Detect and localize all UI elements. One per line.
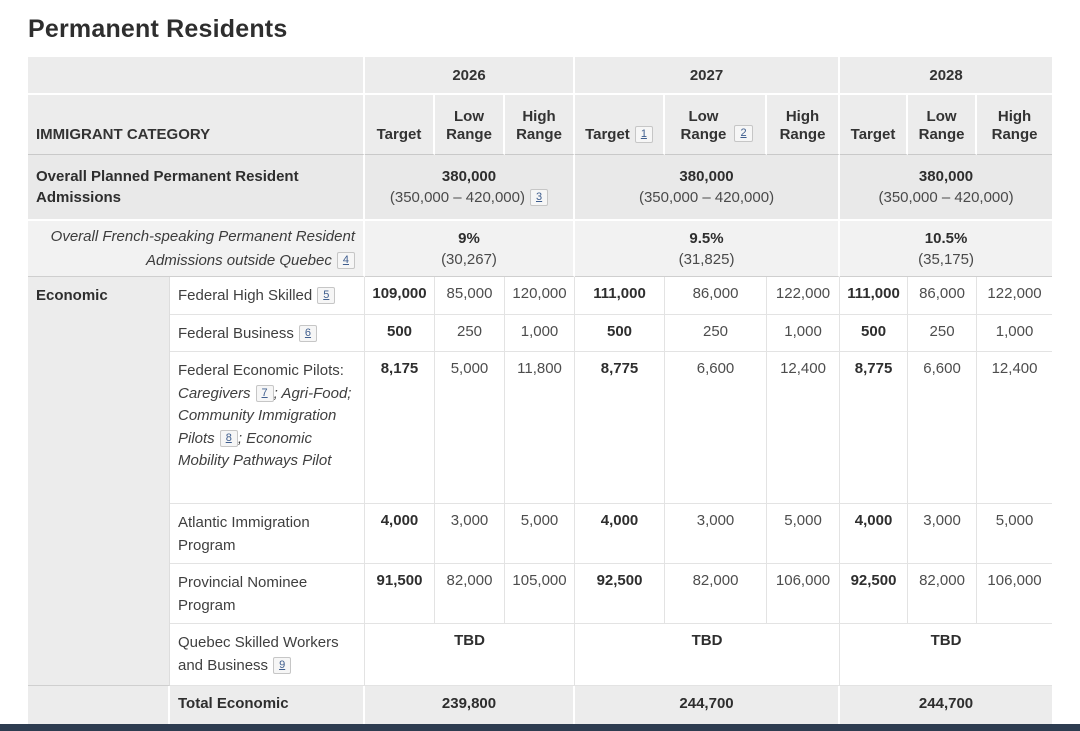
header-target-2028 xyxy=(840,95,908,155)
footnote-link-4[interactable]: 4 xyxy=(337,252,355,269)
program-label-cell xyxy=(170,277,365,315)
tbd-2028-cell: TBD xyxy=(840,624,1052,686)
low-range-label: Low Range xyxy=(446,107,492,144)
value-cell: 500 xyxy=(840,315,908,353)
economic-group-cell xyxy=(28,277,170,686)
value-cell: 4,000 xyxy=(840,504,908,564)
table-row-quebec-skilled-workers xyxy=(28,624,1052,686)
value-cell: 5,000 xyxy=(767,504,840,564)
french-2026-percent: 9% xyxy=(458,229,480,247)
program-label: Atlantic Immigration Program xyxy=(178,514,310,554)
value-cell: 500 xyxy=(365,315,435,353)
value-cell: 12,400 xyxy=(977,352,1052,504)
target-label: Target xyxy=(585,126,630,143)
immigrant-category-label: IMMIGRANT CATEGORY xyxy=(36,126,211,144)
program-label-italic: ; Economic Mobility Pathways Pilot xyxy=(178,429,332,469)
year-label: 2027 xyxy=(689,66,724,84)
value-cell: 5,000 xyxy=(505,504,575,564)
footnote-link-6[interactable]: 6 xyxy=(299,325,317,342)
tbd-2027-cell: TBD xyxy=(575,624,840,686)
overall-admissions-row xyxy=(28,155,1052,221)
program-label-cell xyxy=(170,352,365,504)
program-label-italic: ; Agri-Food; Community Immigration Pilots xyxy=(178,384,352,447)
value-cell: 1,000 xyxy=(977,315,1052,353)
year-header-2028 xyxy=(840,57,1052,95)
header-high-2026 xyxy=(505,95,575,155)
value-cell: 82,000 xyxy=(435,564,505,624)
footnote-link-3[interactable]: 3 xyxy=(530,189,548,206)
total-economic-label: Total Economic xyxy=(178,695,289,712)
header-low-2026 xyxy=(435,95,505,155)
value-cell: 1,000 xyxy=(505,315,575,353)
footnote-link-1[interactable]: 1 xyxy=(635,126,653,143)
value-cell: 82,000 xyxy=(665,564,767,624)
overall-2026-cell xyxy=(365,155,575,221)
value-cell: 8,775 xyxy=(840,352,908,504)
value-cell: 250 xyxy=(908,315,977,353)
program-label: Provincial Nominee Program xyxy=(178,574,308,614)
french-2027-percent: 9.5% xyxy=(689,229,724,247)
immigrant-category-header xyxy=(28,95,365,155)
low-range-label: Low Range xyxy=(680,107,727,144)
french-2028-count: (35,175) xyxy=(918,250,974,268)
page-title: Permanent Residents xyxy=(28,15,288,43)
program-label-cell xyxy=(170,504,365,564)
high-range-label: High Range xyxy=(779,107,826,144)
value-cell: 106,000 xyxy=(767,564,840,624)
french-2028-cell xyxy=(840,221,1052,277)
economic-group-label: Economic xyxy=(36,287,108,304)
value-cell: 500 xyxy=(575,315,665,353)
high-range-label: High Range xyxy=(516,107,562,144)
header-low-2027 xyxy=(665,95,767,155)
value-cell: 6,600 xyxy=(908,352,977,504)
footnote-link-7[interactable]: 7 xyxy=(256,385,274,402)
table-row-federal-economic-pilots xyxy=(28,352,1052,504)
footnote-link-2[interactable]: 2 xyxy=(734,125,752,142)
target-label: Target xyxy=(850,126,896,144)
target-label: Target xyxy=(376,126,422,144)
table-row-federal-high-skilled xyxy=(28,277,1052,315)
french-2026-cell xyxy=(365,221,575,277)
tbd-2026-cell: TBD xyxy=(365,624,575,686)
total-economic-row xyxy=(28,686,1052,726)
overall-2027-cell xyxy=(575,155,840,221)
table-row-federal-business xyxy=(28,315,1052,353)
value-cell: 3,000 xyxy=(665,504,767,564)
french-2027-cell xyxy=(575,221,840,277)
footnote-link-8[interactable]: 8 xyxy=(220,430,238,447)
overall-2028-range: (350,000 – 420,000) xyxy=(878,189,1014,206)
value-cell: 11,800 xyxy=(505,352,575,504)
header-high-2028 xyxy=(977,95,1052,155)
value-cell: 12,400 xyxy=(767,352,840,504)
program-label: Federal High Skilled xyxy=(178,287,313,304)
header-target-2027 xyxy=(575,95,665,155)
french-speaking-row xyxy=(28,221,1052,277)
value-cell: 86,000 xyxy=(908,277,977,315)
overall-2027-target: 380,000 xyxy=(679,168,734,185)
year-label: 2028 xyxy=(929,66,963,84)
total-economic-label-cell xyxy=(170,686,365,726)
bottom-banner-edge xyxy=(0,724,1080,731)
value-cell: 8,775 xyxy=(575,352,665,504)
value-cell: 92,500 xyxy=(575,564,665,624)
total-2027-cell: 244,700 xyxy=(575,686,840,726)
value-cell: 85,000 xyxy=(435,277,505,315)
value-cell: 8,175 xyxy=(365,352,435,504)
value-cell: 106,000 xyxy=(977,564,1052,624)
value-cell: 5,000 xyxy=(977,504,1052,564)
value-cell: 111,000 xyxy=(575,277,665,315)
program-label-italic: Caregivers xyxy=(178,384,251,402)
overall-admissions-label: Overall Planned Permanent Resident Admissions xyxy=(36,168,299,206)
value-cell: 3,000 xyxy=(908,504,977,564)
value-cell: 1,000 xyxy=(767,315,840,353)
permanent-residents-table xyxy=(28,57,1052,726)
program-label-cell xyxy=(170,624,365,686)
overall-admissions-label-cell xyxy=(28,155,365,221)
overall-2028-target: 380,000 xyxy=(918,168,974,185)
range-text: (350,000 – 420,000) xyxy=(389,189,525,206)
header-target-2026 xyxy=(365,95,435,155)
value-cell: 92,500 xyxy=(840,564,908,624)
value-cell: 109,000 xyxy=(365,277,435,315)
value-cell: 111,000 xyxy=(840,277,908,315)
total-2026-cell: 239,800 xyxy=(365,686,575,726)
value-cell: 105,000 xyxy=(505,564,575,624)
french-speaking-label: Overall French-speaking Permanent Resident Admissions outside Quebec xyxy=(50,228,355,269)
footnote-link-5[interactable]: 5 xyxy=(317,287,335,304)
header-high-2027 xyxy=(767,95,840,155)
value-cell: 250 xyxy=(435,315,505,353)
low-range-label: Low Range xyxy=(918,107,965,144)
french-2026-count: (30,267) xyxy=(441,250,497,268)
program-label: Federal Economic Pilots: xyxy=(178,362,344,379)
year-label: 2026 xyxy=(452,66,486,84)
header-low-2028 xyxy=(908,95,977,155)
value-cell: 250 xyxy=(665,315,767,353)
overall-2027-range: (350,000 – 420,000) xyxy=(638,189,775,206)
overall-2026-target: 380,000 xyxy=(441,168,497,185)
year-header-spacer xyxy=(28,57,365,95)
year-header-row xyxy=(28,57,1052,95)
value-cell: 82,000 xyxy=(908,564,977,624)
column-header-row xyxy=(28,95,1052,155)
overall-2028-cell xyxy=(840,155,1052,221)
year-header-2027 xyxy=(575,57,840,95)
french-2027-count: (31,825) xyxy=(678,250,735,268)
value-cell: 91,500 xyxy=(365,564,435,624)
value-cell: 5,000 xyxy=(435,352,505,504)
table-row-atlantic-immigration-program xyxy=(28,504,1052,564)
value-cell: 122,000 xyxy=(767,277,840,315)
value-cell: 6,600 xyxy=(665,352,767,504)
program-label: Quebec Skilled Workers and Business xyxy=(178,634,339,674)
table-row-provincial-nominee-program xyxy=(28,564,1052,624)
total-2028-cell: 244,700 xyxy=(840,686,1052,726)
total-spacer-cell xyxy=(28,686,170,726)
value-cell: 120,000 xyxy=(505,277,575,315)
value-cell: 122,000 xyxy=(977,277,1052,315)
program-label: Federal Business xyxy=(178,324,294,342)
french-speaking-label-cell xyxy=(28,221,365,277)
value-cell: 3,000 xyxy=(435,504,505,564)
value-cell: 4,000 xyxy=(365,504,435,564)
program-label-cell xyxy=(170,315,365,353)
footnote-link-9[interactable]: 9 xyxy=(273,657,291,674)
french-2028-percent: 10.5% xyxy=(924,229,968,247)
year-header-2026 xyxy=(365,57,575,95)
high-range-label: High Range xyxy=(991,107,1038,144)
program-label-cell xyxy=(170,564,365,624)
value-cell: 86,000 xyxy=(665,277,767,315)
value-cell: 4,000 xyxy=(575,504,665,564)
overall-2026-range xyxy=(366,187,572,208)
